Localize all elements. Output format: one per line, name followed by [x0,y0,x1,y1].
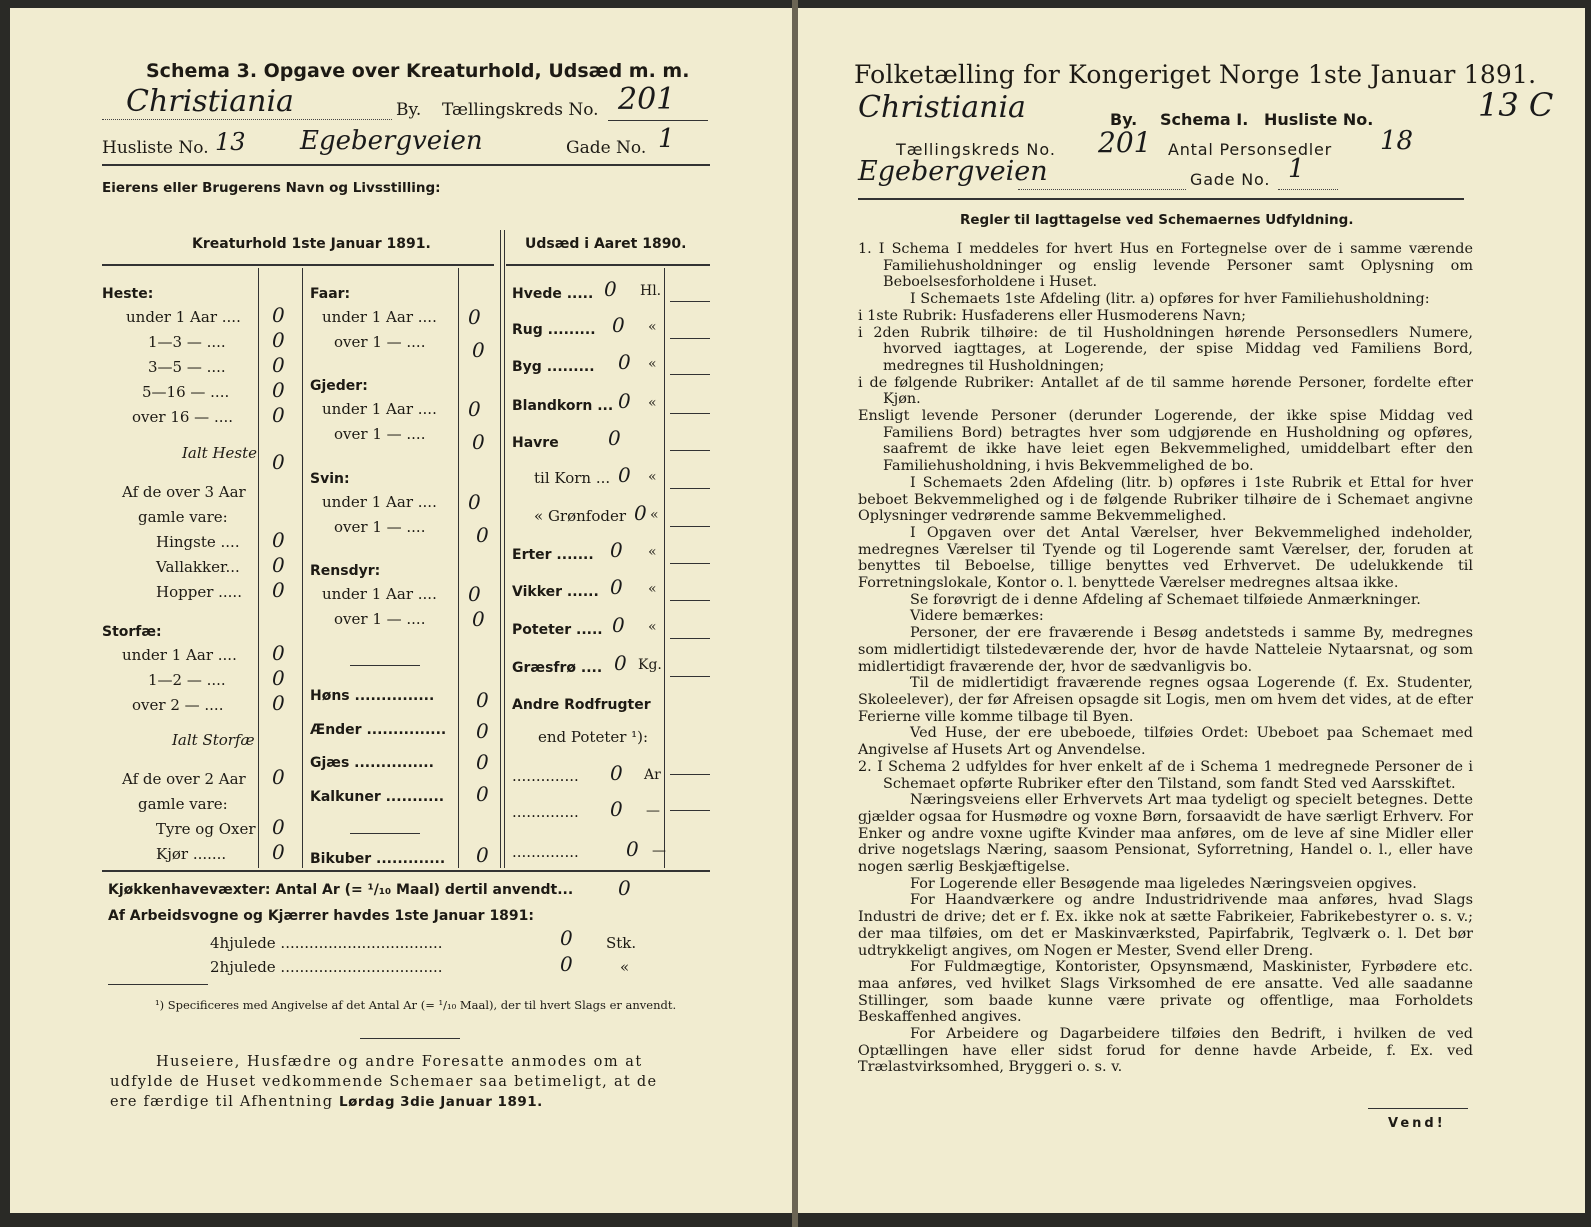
col3-row: Blandkorn ... [512,398,614,414]
left-by-value: Christiania [126,84,294,119]
notice-date: Lørdag 3die Januar 1891. [339,1094,543,1110]
col1-row: Storfæ: [102,624,162,640]
col2-value: 0 [476,719,489,743]
rule-18: For Fuldmægtige, Kontorister, Opsynsmænd, Maskinister, Fyrbødere etc. maa anføres, ved hvilket Slags Virksomhed de ere ansatte. Ved alle saadanne Stillinger, som baade kunne være private og offentlige, maa Forholdets Beskaffenhed angives. [858,959,1473,1026]
rule-7: I Schemaets 2den Afdeling (litr. b) opføres i 1ste Rubrik et Ettal for hver beboet Bekvemmelighed og i de følgende Rubriker tilhøire de i Schemaet angivne Oplysninger vedrørende samme Bekvemmelighed. [858,474,1473,525]
col3-row: .............. [512,767,579,785]
left-gade-label: Gade No. [566,138,647,158]
col3-unit: « [648,395,657,411]
col3-row: Hvede ..... [512,286,594,302]
col3-unit: Kg. [638,657,662,673]
col2-value: 0 [472,338,485,362]
col2-value: 0 [468,397,481,421]
col2-value: 0 [468,305,481,329]
left-by-label: By. [396,100,422,120]
col2-row: over 1 — .... [334,333,426,351]
left-husliste-value: 13 [215,128,246,156]
col2-value: 0 [476,523,489,547]
rule-19: For Arbeidere og Dagarbeidere tilføies den Bedrift, i hvilken de ved Optællingen have eller sidst forud for denne havde Arbeide, f. Ex. ved Trælastvirksomhed, Bryggeri o. s. v. [858,1026,1473,1076]
col3-row: « Grønfoder [534,507,627,525]
col1-value: 0 [272,553,285,577]
right-antal-label: Antal Personsedler [1168,140,1333,159]
col2-value: 0 [468,490,481,514]
col1-row: under 1 Aar .... [126,308,241,326]
col1-row: Ialt Storfæ [172,731,255,749]
col2-row: over 1 — .... [334,518,426,536]
kjokken-label: Kjøkkenhavevæxter: Antal Ar (= ¹/₁₀ Maal) dertil anvendt... [108,882,574,898]
left-eier-label: Eierens eller Brugerens Navn og Livsstilling: [102,180,441,196]
hjul2-label: 2hjulede .................................. [210,958,443,976]
col3-row: .............. [512,843,579,861]
kreatur-header: Kreaturhold 1ste Januar 1891. [192,236,431,252]
notice-line-2: udfylde de Huset vedkommende Schemaer saa betimeligt, at de [110,1074,658,1090]
col3-row: til Korn ... [534,469,611,487]
col1-row: Ialt Heste [182,444,258,462]
col1-value: 0 [272,328,285,352]
col3-value: 0 [618,463,631,487]
rule-2: I Schemaets 1ste Afdeling (litr. a) opføres for hver Familiehusholdning: [910,291,1430,308]
right-husliste-value: 13 C [1478,86,1554,124]
right-gade-no-value: 1 [1288,154,1305,184]
col2-row: Ænder ............... [310,722,447,738]
col3-row: Græsfrø .... [512,660,603,676]
col1-value: 0 [272,765,285,789]
col1-row: over 16 — .... [132,408,234,426]
rule-13: Ved Huse, der ere ubeboede, tilføies Ordet: Ubeboet paa Schemaet med Angivelse af Husets Art og Anvendelse. [858,725,1473,759]
col1-value: 0 [272,691,285,715]
col1-value: 0 [272,378,285,402]
col3-unit: « [648,469,657,485]
right-schema-label: Schema I. [1160,110,1249,129]
col2-row: under 1 Aar .... [322,308,437,326]
col1-value: 0 [272,578,285,602]
notice-line-3 [110,1094,543,1110]
rules-body [858,241,1473,1076]
col2-value: 0 [472,607,485,631]
col3-unit: « [648,581,657,597]
col1-row: gamle vare: [138,508,228,526]
col3-row: Havre [512,435,559,451]
col2-value: 0 [476,843,489,867]
col3-unit: « [648,319,657,335]
col2-row: Kalkuner ........... [310,789,445,805]
col3-row: Vikker ...... [512,584,599,600]
col1-row: 3—5 — .... [148,358,226,376]
rule-15: Næringsveiens eller Erhvervets Art maa tydeligt og specielt betegnes. Dette gjælder ogsaa for Husmødre og voxne Børn, forsaavidt de have særligt Erhverv. For Enker og andre voxne ugifte Kvinder maa anføres, om de leve af sine Midler eller drive nogetslags Næring, saasom Pensionat, Syforretning, Handel o. l., eller have nogen særlig Beskjæftigelse. [858,792,1473,876]
col3-row: end Poteter ¹): [538,728,649,746]
vend-label: Vend! [1388,1116,1446,1131]
rule-3: i 1ste Rubrik: Husfaderens eller Husmoderens Navn; [858,307,1246,324]
col2-value: 0 [472,430,485,454]
col1-row: Af de over 3 Aar [122,483,246,501]
udsaed-header: Udsæd i Aaret 1890. [525,236,687,252]
footnote: ¹) Specificeres med Angivelse af det Antal Ar (= ¹/₁₀ Maal), der til hvert Slags er anvendt. [155,998,677,1012]
col3-value: 0 [612,613,625,637]
col1-row: Tyre og Oxer [156,820,256,838]
col1-row: 1—3 — .... [148,333,226,351]
col3-value: 0 [610,797,623,821]
col3-value: 0 [604,277,617,301]
col3-value: 0 [618,350,631,374]
col2-row: over 1 — .... [334,610,426,628]
kjokken-value: 0 [618,876,631,900]
col3-value: 0 [612,313,625,337]
col3-unit: « [648,619,657,635]
left-kreds-label: Tællingskreds No. [442,100,599,120]
left-title: Schema 3. Opgave over Kreaturhold, Udsæd m. m. [146,60,690,82]
col1-value: 0 [272,840,285,864]
left-gade-no-value: 1 [658,124,675,154]
col3-row: Byg ......... [512,359,595,375]
rule-4: i 2den Rubrik tilhøire: de til Husholdningen hørende Personsedlers Numere, hvorved iagttages, at Logerende, der spise Middag ved Familiens Bord, medregnes til Husholdningen; [858,324,1473,374]
col1-row: under 1 Aar .... [122,646,237,664]
col1-row: Kjør ....... [156,845,227,863]
col2-value: 0 [468,582,481,606]
col3-value: 0 [610,575,623,599]
right-by-value: Christiania [858,90,1026,125]
col2-row: Faar: [310,286,351,302]
col3-value: 0 [614,651,627,675]
right-by-label: By. [1110,110,1138,129]
rule-12: Til de midlertidigt fraværende regnes ogsaa Logerende (f. Ex. Studenter, Skoleelever), der før Afreisen opsagde sit Logis, men om hvem det vides, at de efter Ferierne ville komme tilbage til Byen. [858,675,1473,725]
col3-unit: « [650,507,659,523]
col1-row: 1—2 — .... [148,671,226,689]
col1-row: Heste: [102,286,154,302]
col2-value: 0 [476,750,489,774]
right-kreds-value: 201 [1098,126,1152,159]
col3-unit: « [648,544,657,560]
rule-9: Se forøvrigt de i denne Afdeling af Schemaet tilføiede Anmærkninger. [910,591,1421,608]
col1-value: 0 [272,528,285,552]
col1-row: Af de over 2 Aar [122,770,246,788]
col2-row: Høns ............... [310,688,435,704]
right-kreds-label: Tællingskreds No. [896,140,1056,159]
col3-unit: — [646,803,660,819]
col3-row: Erter ....... [512,547,594,563]
col3-row: .............. [512,803,579,821]
rule-14: 2. I Schema 2 udfyldes for hver enkelt af de i Schema 1 medregnede Personer de i Schemaet opførte Rubriker efter den Tilstand, som fandt Sted ved Aarsskiftet. [858,758,1473,792]
right-gade-label: Gade No. [1190,170,1271,189]
col1-value: 0 [272,353,285,377]
arbeid-label: Af Arbeidsvogne og Kjærrer havdes 1ste Januar 1891: [108,908,535,924]
col3-unit: — [652,843,666,859]
col1-value: 0 [272,641,285,665]
notice-line-1: Huseiere, Husfædre og andre Foresatte anmodes om at [156,1054,643,1070]
col2-row: under 1 Aar .... [322,585,437,603]
col2-row: Svin: [310,471,350,487]
hjul2-value: 0 [560,952,573,976]
col2-row: Rensdyr: [310,563,381,579]
col1-value: 0 [272,403,285,427]
col2-row: Gjeder: [310,378,368,394]
hjul4-label: 4hjulede .................................. [210,934,443,952]
rule-16: For Logerende eller Besøgende maa ligeledes Næringsveien opgives. [910,875,1417,892]
col3-unit: « [648,356,657,372]
col2-row: Bikuber ............. [310,851,446,867]
col1-value: 0 [272,450,285,474]
left-page-schema-3 [10,8,792,1213]
col3-row: Poteter ..... [512,622,603,638]
col2-row: over 1 — .... [334,425,426,443]
rule-17: For Haandværkere og andre Industridrivende maa anføres, hvad Slags Industri de drive; det er f. Ex. ikke nok at sætte Fabrikeier, Fabrikebestyrer o. s. v.; der maa tilføies, om det er Maskinværksted, Papirfabrik, Teglværk o. l. Det bør udtrykkeligt angives, om Nogen er Mester, Svend eller Dreng. [858,892,1473,959]
right-gade-value: Egebergveien [858,156,1048,187]
rule-8: I Opgaven over det Antal Værelser, hver Bekvemmelighed indeholder, medregnes Værelser til Tyende og til Logerende samt Værelser, der, foruden at benyttes til Beboelse, tillige benyttes ved Erhvervet. De udelukkende til Forretningslokale, Kontor o. l. benyttede Værelser medregnes altsaa ikke. [858,524,1473,592]
col2-row: under 1 Aar .... [322,493,437,511]
col2-row: Gjæs ............... [310,755,434,771]
col1-value: 0 [272,815,285,839]
col1-row: over 2 — .... [132,696,224,714]
col1-row: Hingste .... [156,533,240,551]
notice-line-3a: ere færdige til Afhentning [110,1094,334,1110]
col1-row: 5—16 — .... [142,383,230,401]
left-gade-value: Egebergveien [300,126,483,156]
col2-value: 0 [476,782,489,806]
col2-value: 0 [476,688,489,712]
rule-6: Ensligt levende Personer (derunder Logerende, der ikke spise Middag ved Familiens Bord) betragtes hver som udgjørende en Husholdning og opføres, saafremt de ikke have leiet egen Bekvemmelighed, umiddelbart efter den Familiehusholdning, i hvis Bekvemmelighed de bo. [858,408,1473,475]
col1-value: 0 [272,303,285,327]
right-title: Folketælling for Kongeriget Norge 1ste Januar 1891. [854,60,1537,89]
rule-11: Personer, der ere fraværende i Besøg andetsteds i samme By, medregnes som midlertidigt tilstedeværende der, hvor de havde Natteleie Nytaarsnat, og som midlertidigt fraværende der, hvor de sædvanligvis bo. [858,625,1473,675]
col3-value: 0 [610,761,623,785]
col1-row: gamle vare: [138,795,228,813]
col3-value: 0 [610,538,623,562]
col1-value: 0 [272,666,285,690]
col1-row: Hopper ..... [156,583,242,601]
rule-1: 1. I Schema I meddeles for hvert Hus en Fortegnelse over de i samme værende Familiehusholdninger og enslig levende Personer samt Oplysning om Beboelsesforholdene i Huset. [858,241,1473,291]
col2-row: under 1 Aar .... [322,400,437,418]
left-kreds-value: 201 [618,82,676,117]
col3-unit: Hl. [640,283,662,299]
rules-title: Regler til Iagttagelse ved Schemaernes Udfyldning. [960,212,1354,228]
col3-row: Rug ......... [512,322,596,338]
right-page-schema-1 [798,8,1585,1213]
hjul4-unit: Stk. [606,934,637,952]
col3-row: Andre Rodfrugter [512,697,651,713]
right-husliste-label: Husliste No. [1264,110,1374,129]
col3-value: 0 [626,837,639,861]
hjul4-value: 0 [560,926,573,950]
col3-value: 0 [618,389,631,413]
col1-row: Vallakker... [156,558,240,576]
rule-10: Videre bemærkes: [910,608,1044,625]
col3-unit: Ar [644,767,661,783]
right-antal-value: 18 [1380,126,1414,156]
rule-5: i de følgende Rubriker: Antallet af de til samme hørende Personer, fordelte efter Kjøn. [858,374,1473,408]
left-husliste-label: Husliste No. [102,138,209,158]
hjul2-unit: « [620,958,630,976]
col3-value: 0 [634,501,647,525]
col3-value: 0 [608,426,621,450]
